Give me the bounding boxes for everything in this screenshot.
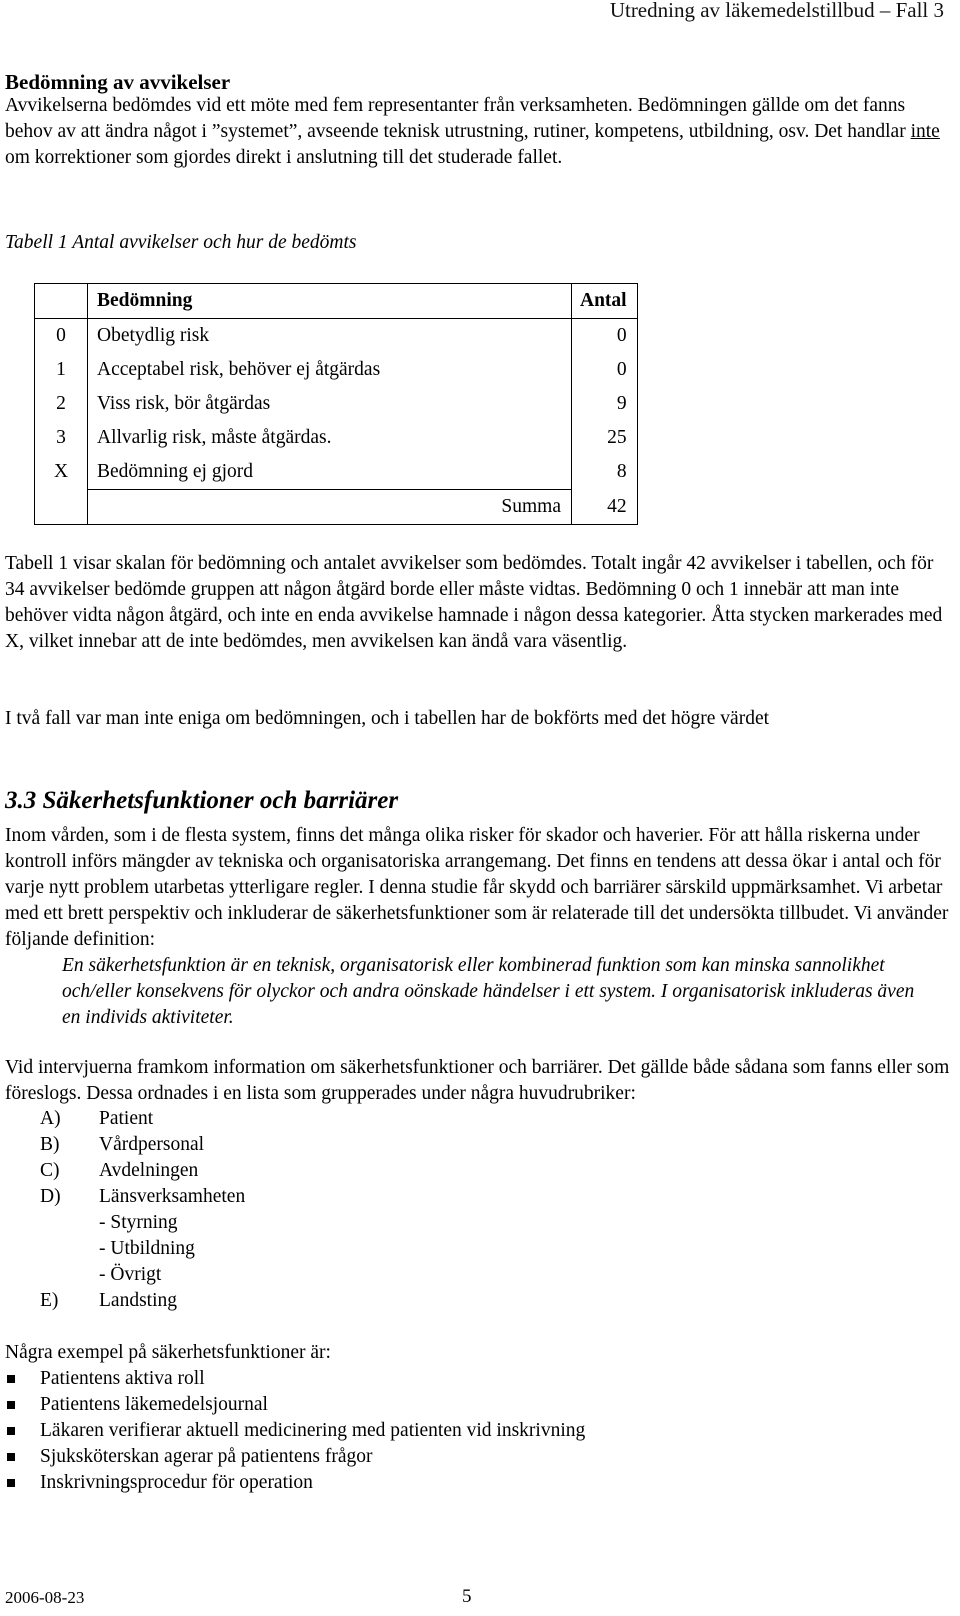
list-item-text: - Styrning <box>99 1212 178 1233</box>
table-header-desc: Bedömning <box>88 284 572 319</box>
list-item-text: Inskrivningsprocedur för operation <box>40 1472 313 1493</box>
list-item-text: Sjuksköterskan agerar på patientens frågor <box>40 1446 373 1467</box>
list-item <box>5 1470 585 1496</box>
square-bullet-icon <box>7 1427 15 1435</box>
section-heading-assessment: Bedömning av avvikelser <box>5 70 231 94</box>
list-item <box>5 1444 585 1470</box>
assessment-table <box>34 283 638 525</box>
section-heading-safety-functions: 3.3 Säkerhetsfunktioner och barriärer <box>5 787 399 814</box>
table-header-row <box>35 284 638 319</box>
examples-intro: Några exempel på säkerhetsfunktioner är: <box>5 1342 331 1363</box>
table-cell-desc: Viss risk, bör åtgärdas <box>88 387 572 421</box>
list-item <box>40 1288 245 1314</box>
list-item-label: B) <box>40 1134 60 1155</box>
table-sum-row <box>35 490 638 525</box>
table-header-code <box>35 284 88 319</box>
list-item-label: E) <box>40 1290 59 1311</box>
table-cell-count: 25 <box>572 421 638 455</box>
table-cell-desc: Allvarlig risk, måste åtgärdas. <box>88 421 572 455</box>
table-caption: Tabell 1 Antal avvikelser och hur de bedömts <box>5 232 357 253</box>
table-cell-desc: Acceptabel risk, behöver ej åtgärdas <box>88 353 572 387</box>
table-cell-count: 8 <box>572 455 638 490</box>
list-item-text: Avdelningen <box>99 1160 199 1181</box>
intro-text-a: Avvikelserna bedömdes vid ett möte med fem representanter från verksamheten. Bedömningen gällde om det fanns behov av att ändra något i ”systemet”, avseende teknisk utrustning, rutiner, kompetens, utbildning, osv. Det handlar <box>5 95 911 142</box>
table-cell-desc: Obetydlig risk <box>88 319 572 354</box>
list-item-text: Vårdpersonal <box>99 1134 205 1155</box>
list-item <box>5 1366 585 1392</box>
category-list <box>40 1106 245 1314</box>
list-subitem <box>40 1262 245 1288</box>
list-item <box>40 1132 245 1158</box>
table-cell-count: 9 <box>572 387 638 421</box>
interviews-paragraph: Vid intervjuerna framkom information om säkerhetsfunktioner och barriärer. Det gällde både sådana som fanns eller som föreslogs. Dessa ordnades i en lista som grupperades under några huvudrubriker: <box>5 1057 950 1104</box>
table-cell-count: 0 <box>572 353 638 387</box>
list-item <box>40 1184 245 1210</box>
table-sum-label: Summa <box>88 490 572 525</box>
square-bullet-icon <box>7 1401 15 1409</box>
definition-quote: En säkerhetsfunktion är en teknisk, organisatorisk eller kombinerad funktion som kan minska sannolikhet och/eller konsekvens för olyckor och andra oönskade händelser i ett system. I organisatorisk inkluderas även en individs aktiviteter. <box>62 955 915 1028</box>
list-item-label: D) <box>40 1186 61 1207</box>
footer-page-number: 5 <box>462 1586 472 1607</box>
table-cell-code: 0 <box>35 319 88 354</box>
intro-paragraph <box>5 93 955 171</box>
safety-intro-paragraph: Inom vården, som i de flesta system, finns det många olika risker för skador och haverier. För att hålla riskerna under kontroll införs mängder av tekniska och organisatoriska arrangemang. Det finns en tendens att dessa ökar i antal och för varje nytt problem utarbetas ytterligare regler. I denna studie får skydd och barriärer särskild uppmärksamhet. Vi arbetar med ett brett perspektiv och inkluderar de säkerhetsfunktioner som är relaterade till det undersökta tillbudet. Vi använder följande definition: <box>5 825 949 950</box>
list-item <box>5 1392 585 1418</box>
disagreement-paragraph: I två fall var man inte eniga om bedömningen, och i tabellen har de bokförts med det högre värdet <box>5 708 770 729</box>
intro-text-b: om korrektioner som gjordes direkt i anslutning till det studerade fallet. <box>5 147 563 168</box>
examples-list <box>5 1366 585 1496</box>
table-row <box>35 421 638 455</box>
list-item-text: Landsting <box>99 1290 177 1311</box>
table-explanation-paragraph: Tabell 1 visar skalan för bedömning och antalet avvikelser som bedömdes. Totalt ingår 42 avvikelser i tabellen, och för 34 avvikelser bedömde gruppen att någon åtgärd borde eller måste vidtas. Bedömning 0 och 1 innebär att man inte behöver vidta någon åtgärd, och inte en enda avvikelse hamnade i någon dessa kategorier. Åtta stycken markerades med X, vilket innebar att de inte bedömdes, men avvikelsen kan ändå vara väsentlig. <box>5 553 943 652</box>
footer-date: 2006-08-23 <box>5 1588 85 1607</box>
list-item-label: C) <box>40 1160 60 1181</box>
table-sum-code <box>35 490 88 525</box>
list-item <box>40 1158 245 1184</box>
table-sum-value: 42 <box>572 490 638 525</box>
list-item-text: Patient <box>99 1108 154 1129</box>
list-item-text: Patientens aktiva roll <box>40 1368 205 1389</box>
list-item-text: - Utbildning <box>99 1238 195 1259</box>
table-cell-code: 2 <box>35 387 88 421</box>
list-item-label: A) <box>40 1108 61 1129</box>
table-cell-code: 3 <box>35 421 88 455</box>
square-bullet-icon <box>7 1453 15 1461</box>
list-item-text: Läkaren verifierar aktuell medicinering med patienten vid inskrivning <box>40 1420 586 1441</box>
square-bullet-icon <box>7 1375 15 1383</box>
list-item-label <box>40 1236 99 1262</box>
table-cell-code: 1 <box>35 353 88 387</box>
list-item-text: Patientens läkemedelsjournal <box>40 1394 268 1415</box>
list-item <box>5 1418 585 1444</box>
list-subitem <box>40 1236 245 1262</box>
intro-underlined-word: inte <box>910 121 940 142</box>
table-cell-count: 0 <box>572 319 638 354</box>
running-header: Utredning av läkemedelstillbud – Fall 3 <box>609 0 944 22</box>
list-item <box>40 1106 245 1132</box>
list-item-label <box>40 1262 99 1288</box>
square-bullet-icon <box>7 1479 15 1487</box>
list-item-text: - Övrigt <box>99 1264 162 1285</box>
table-row <box>35 353 638 387</box>
table-row <box>35 319 638 354</box>
table-row <box>35 455 638 490</box>
table-header-count: Antal <box>572 284 638 319</box>
list-item-text: Länsverksamheten <box>99 1186 246 1207</box>
table-row <box>35 387 638 421</box>
list-subitem <box>40 1210 245 1236</box>
list-item-label <box>40 1210 99 1236</box>
table-cell-code: X <box>35 455 88 490</box>
table-cell-desc: Bedömning ej gjord <box>88 455 572 490</box>
